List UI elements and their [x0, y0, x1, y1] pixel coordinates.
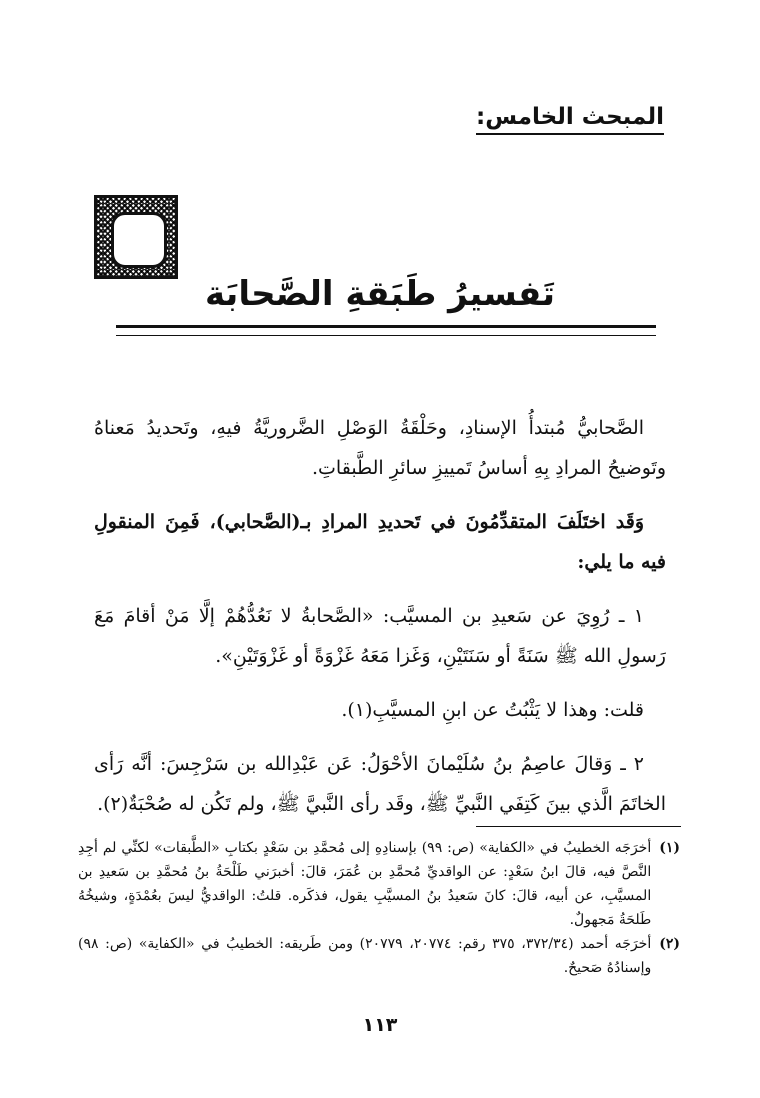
footnote-text: أخرَجَه أحمد (٣٧٢/٣٤، ٣٧٥ رقم: ٢٠٧٧٤، ٢٠٧٧٩) ومن طَريقه: الخطيبُ في «الكفاية» (ص: ٩٨) وإسنادُهُ صَحيحٌ. — [78, 936, 652, 976]
footnote-number: (٢) — [659, 936, 680, 952]
footnote-2 — [78, 932, 680, 980]
ornament-inner — [111, 212, 167, 268]
footnote-text: أخرَجَه الخطيبُ في «الكفاية» (ص: ٩٩) بإسنادِهِ إلى مُحمَّدِ بن سَعْدٍ بكتابِ «الطَّبقات» لكنِّي لم أجِدِ النَّصَّ فيه، قالَ ابنُ سَعْدٍ: عن الواقديِّ مُحمَّدِ بن عُمَرَ، قالَ: أخبرَني طَلْحَةُ بنُ مُحمَّدِ بن سَعيدِ بن المسيَّبِ، عن أبيه، قالَ: كانَ سَعيدُ بنُ المسيَّبِ يقول، فذكَره. قلتُ: الواقديُّ ليسَ بعُمْدَةٍ، وشيخُهُ طَلحَةُ مَجهولٌ. — [78, 840, 652, 928]
paragraph-1: الصَّحابيُّ مُبتدأُ الإسنادِ، وحَلْقَةُ الوَصْلِ الضَّروريَّةُ فيهِ، وتَحديدُ مَعناهُ وتَوضيحُ المرادِ بِهِ أساسُ تَمييزِ سائرِ الطَّبقاتِ. — [94, 417, 666, 479]
paragraph-5: ٢ ـ وَقالَ عاصِمُ بنُ سُلَيْمانَ الأحْوَلُ: عَن عَبْدِالله بن سَرْجِسَ: أنَّه رَأى الخاتَمَ الَّذي بينَ كَتِفَي النَّبيِّ ﷺ، وقَد رأى النَّبيَّ ﷺ، ولم تَكُن له صُحْبَةٌ(٢). — [94, 753, 666, 815]
footnote-1 — [78, 836, 680, 932]
title-rule-thin — [116, 335, 656, 336]
paragraph-4: قلت: وهذا لا يَثْبُتُ عن ابنِ المسيَّبِ(١). — [341, 699, 644, 721]
main-text — [94, 408, 666, 838]
footnote-number: (١) — [659, 840, 680, 856]
paragraph-2: وَقَد اختَلَفَ المتقدِّمُونَ في تَحديدِ المرادِ بـ(الصَّحابي)، فَمِنَ المنقولِ فيه ما يلي: — [94, 511, 666, 573]
paragraph-3: ١ ـ رُوِيَ عن سَعيدِ بن المسيَّب: «الصَّحابةُ لا نَعُدُّهُمْ إلَّا مَنْ أقامَ مَعَ رَسولِ الله ﷺ سَنَةً أو سَنَتَيْنِ، وَغَزا مَعَهُ غَزْوَةً أو غَزْوَتَيْنِ». — [94, 605, 666, 667]
ornament-frame-icon — [96, 197, 176, 277]
footnotes — [78, 836, 680, 980]
title-rule-thick — [116, 325, 656, 328]
page-number: ١١٣ — [362, 1014, 398, 1036]
section-label: المبحث الخامس: — [476, 104, 664, 135]
footnote-separator — [476, 826, 681, 827]
chapter-title: تَفسيرُ طَبَقةِ الصَّحابَة — [204, 274, 556, 314]
